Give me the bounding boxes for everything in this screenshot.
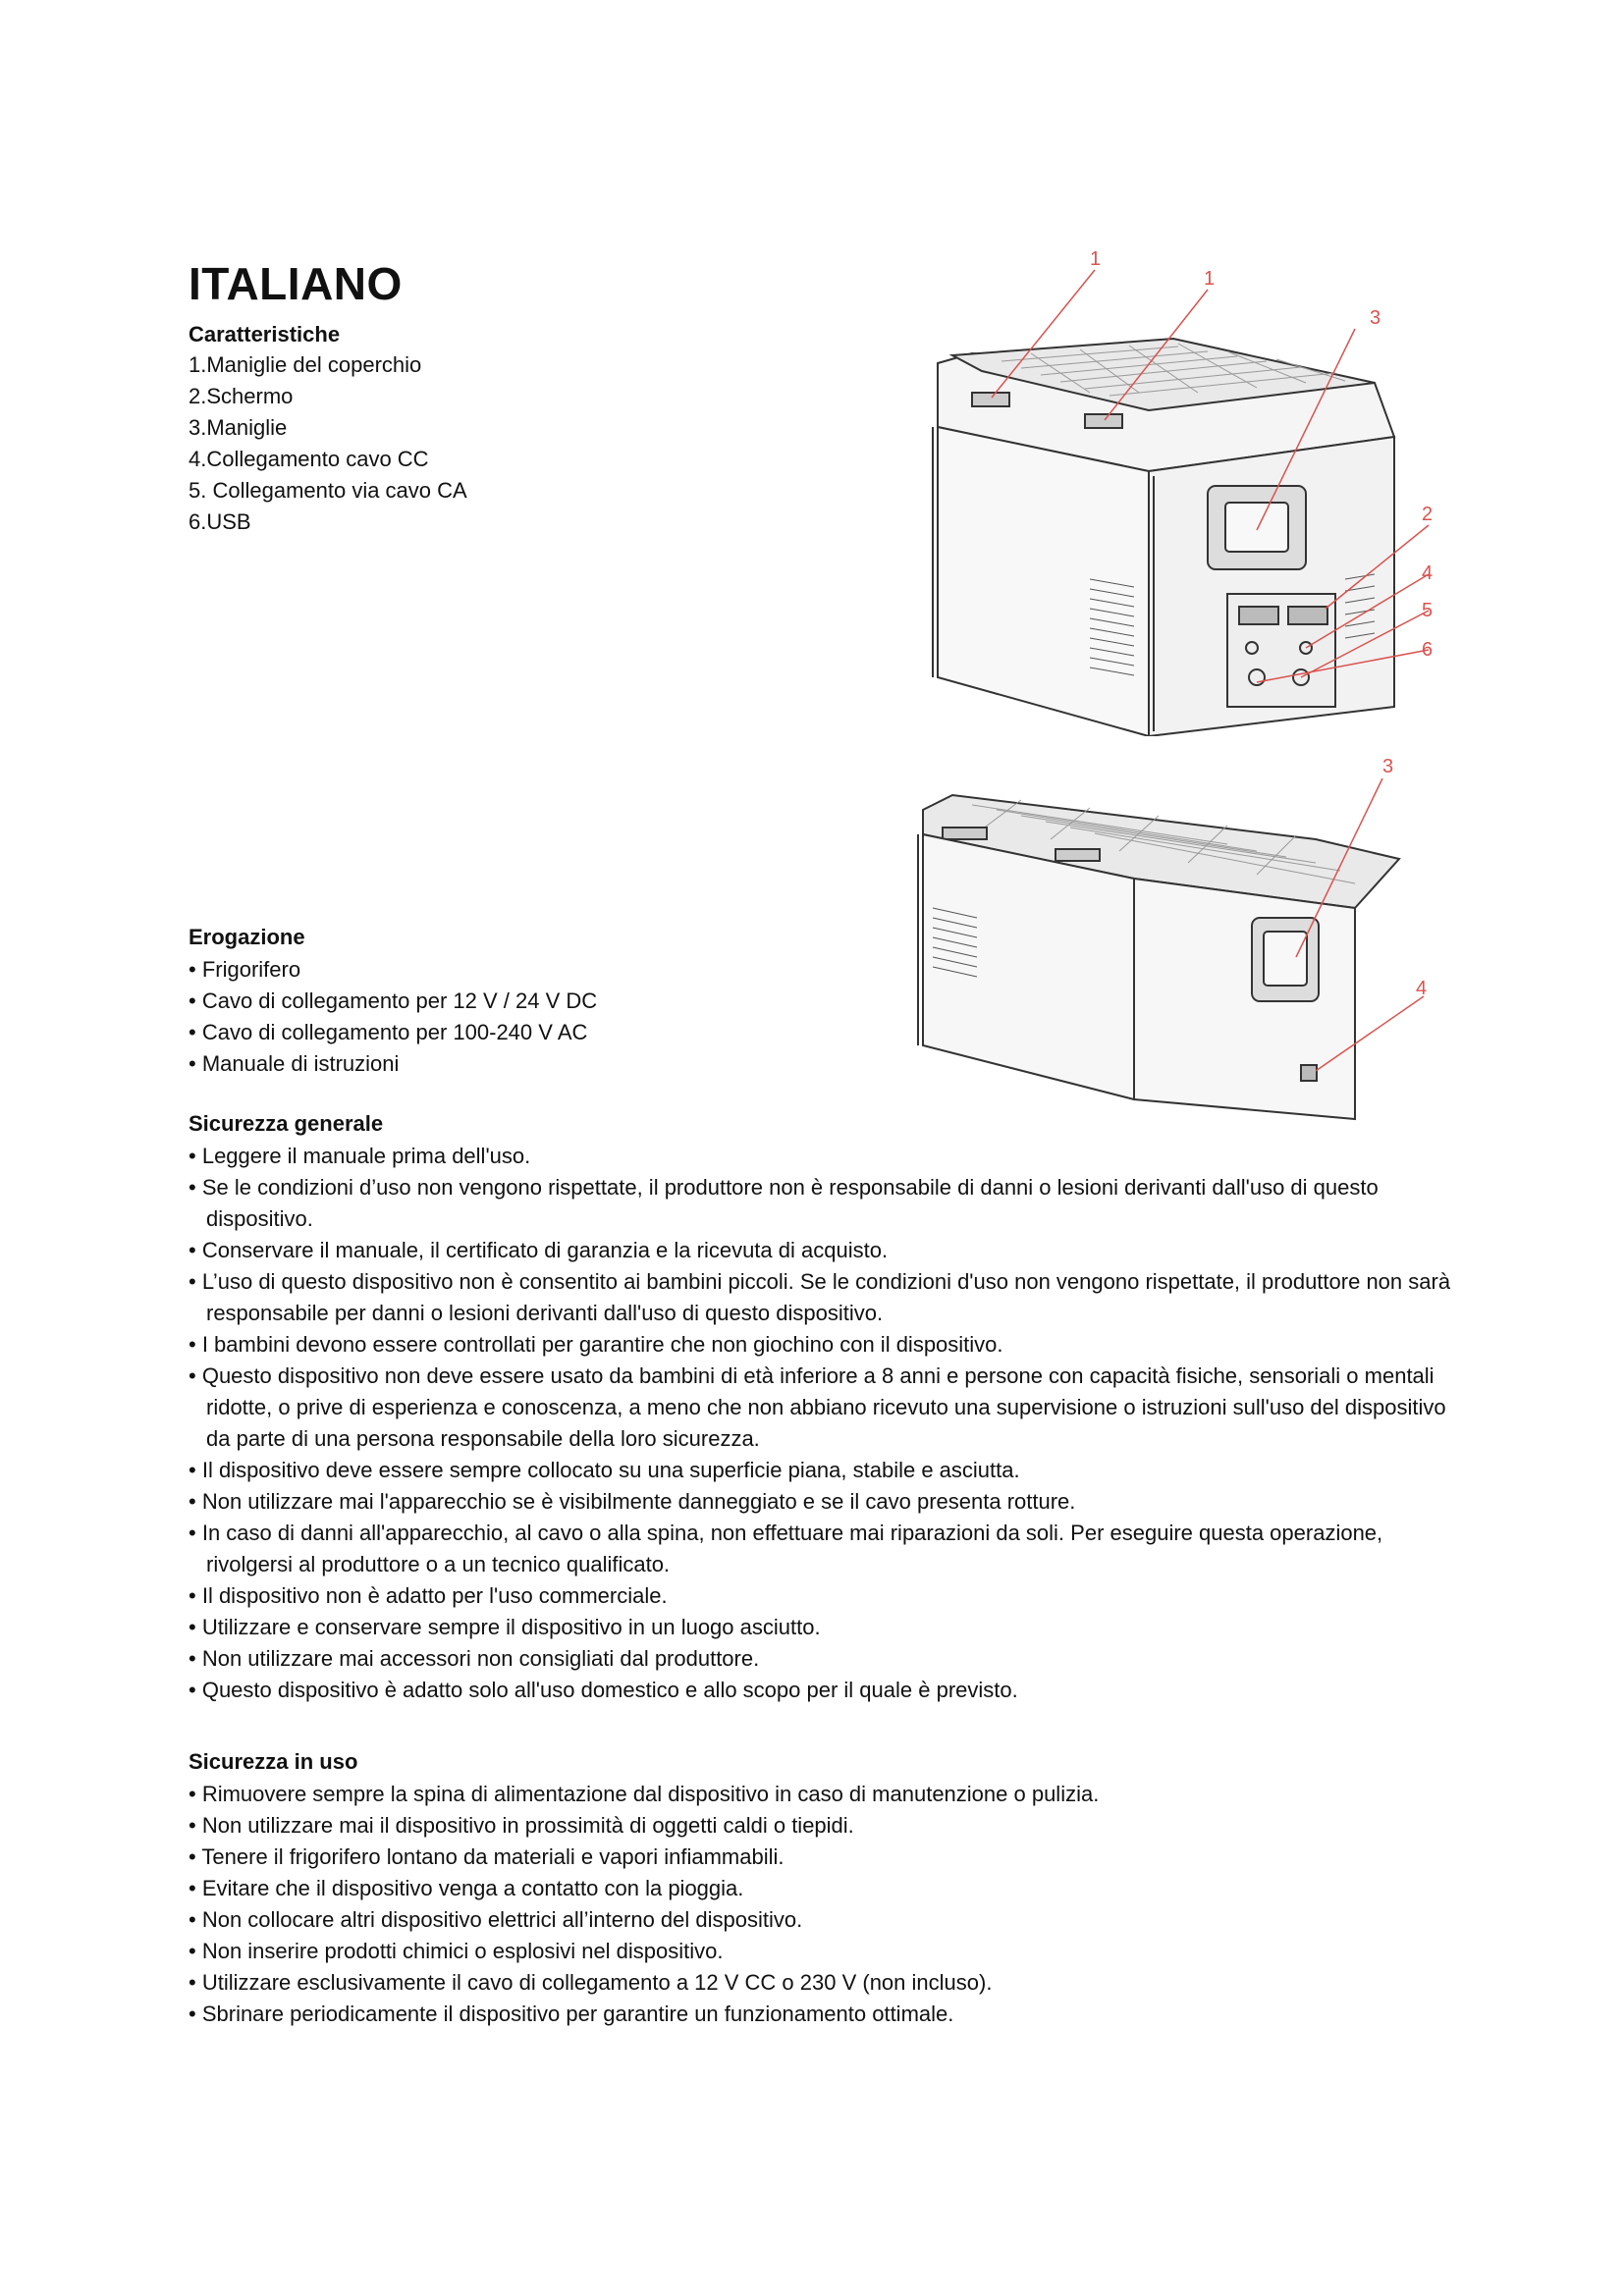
general-safety-list: [189, 1141, 1455, 1706]
feature-item: 6.USB: [189, 509, 251, 534]
feature-item: 5. Collegamento via cavo CA: [189, 478, 467, 503]
list-item: • In caso di danni all'apparecchio, al cavo o alla spina, non effettuare mai riparazioni da soli. Per eseguire questa operazione, rivolgersi al produttore o a un tecnico qualificato.: [189, 1518, 1455, 1580]
list-item: • Utilizzare e conservare sempre il dispositivo in un luogo asciutto.: [189, 1612, 1455, 1643]
list-item: • Tenere il frigorifero lontano da materiali e vapori infiammabili.: [189, 1842, 1455, 1873]
list-item: • I bambini devono essere controllati per garantire che non giochino con il dispositivo.: [189, 1329, 1455, 1361]
list-item: • Leggere il manuale prima dell'uso.: [189, 1141, 1455, 1172]
list-item: • Sbrinare periodicamente il dispositivo per garantire un funzionamento ottimale.: [189, 1999, 1455, 2030]
list-item: • Questo dispositivo è adatto solo all'uso domestico e allo scopo per il quale è previsto.: [189, 1675, 1455, 1706]
feature-item: 2.Schermo: [189, 384, 294, 408]
supply-list: [189, 954, 597, 1080]
list-item: • Rimuovere sempre la spina di alimentazione dal dispositivo in caso di manutenzione o pulizia.: [189, 1779, 1455, 1810]
callout-4: 4: [1422, 562, 1434, 584]
fridge-drawing: [918, 795, 1399, 1119]
list-item: • Se le condizioni d’uso non vengono rispettate, il produttore non è responsabile di danni o lesioni derivanti dall'uso di questo dispositivo.: [189, 1172, 1455, 1235]
list-item: • Manuale di istruzioni: [189, 1048, 597, 1080]
features-list: [189, 349, 467, 538]
feature-item: 4.Collegamento cavo CC: [189, 447, 429, 471]
list-item: • Non utilizzare mai il dispositivo in prossimità di oggetti caldi o tiepidi.: [189, 1810, 1455, 1842]
page-title: ITALIANO: [189, 258, 403, 309]
list-item: • Il dispositivo non è adatto per l'uso commerciale.: [189, 1580, 1455, 1612]
list-item: • Non utilizzare mai accessori non consigliati dal produttore.: [189, 1643, 1455, 1675]
list-item: • Questo dispositivo non deve essere usato da bambini di età inferiore a 8 anni e persone con capacità fisiche, sensoriali o mentali ridotte, o prive di esperienza e conoscenza, a meno che non abbiano ricevuto una supervisione o istruzioni sull'uso del dispositivo da parte di una persona responsabile della loro sicurezza.: [189, 1361, 1455, 1455]
callout-1: 1: [1204, 268, 1216, 290]
feature-item: 3.Maniglie: [189, 415, 288, 440]
feature-item: 1.Maniglie del coperchio: [189, 352, 422, 377]
supply-heading: Erogazione: [189, 925, 305, 949]
fridge-diagram-side: [903, 751, 1434, 1144]
callout-5: 5: [1422, 600, 1434, 621]
use-safety-heading: Sicurezza in uso: [189, 1749, 358, 1774]
features-heading: Caratteristiche: [189, 322, 341, 347]
callout-4: 4: [1416, 978, 1428, 999]
callout-2: 2: [1422, 504, 1434, 525]
fridge-diagram-front: [913, 245, 1434, 736]
general-safety-heading: Sicurezza generale: [189, 1111, 384, 1136]
list-item: • Frigorifero: [189, 954, 597, 986]
callout-6: 6: [1422, 639, 1434, 661]
list-item: • Utilizzare esclusivamente il cavo di collegamento a 12 V CC o 230 V (non incluso).: [189, 1967, 1455, 1999]
list-item: • L’uso di questo dispositivo non è consentito ai bambini piccoli. Se le condizioni d'uso non vengono rispettate, il produttore non sarà responsabile per danni o lesioni derivanti dall'uso di questo dispositivo.: [189, 1266, 1455, 1329]
list-item: • Non collocare altri dispositivo elettrici all’interno del dispositivo.: [189, 1904, 1455, 1936]
list-item: • Non utilizzare mai l'apparecchio se è visibilmente danneggiato e se il cavo presenta rotture.: [189, 1486, 1455, 1518]
list-item: • Il dispositivo deve essere sempre collocato su una superficie piana, stabile e asciutta.: [189, 1455, 1455, 1486]
callout-1: 1: [1090, 248, 1102, 270]
callout-3: 3: [1382, 756, 1394, 777]
list-item: • Non inserire prodotti chimici o esplosivi nel dispositivo.: [189, 1936, 1455, 1967]
list-item: • Cavo di collegamento per 100-240 V AC: [189, 1017, 597, 1048]
use-safety-list: [189, 1779, 1455, 2030]
list-item: • Evitare che il dispositivo venga a contatto con la pioggia.: [189, 1873, 1455, 1904]
fridge-drawing: [933, 339, 1394, 736]
list-item: • Conservare il manuale, il certificato di garanzia e la ricevuta di acquisto.: [189, 1235, 1455, 1266]
list-item: • Cavo di collegamento per 12 V / 24 V DC: [189, 986, 597, 1017]
callout-3: 3: [1370, 307, 1381, 329]
